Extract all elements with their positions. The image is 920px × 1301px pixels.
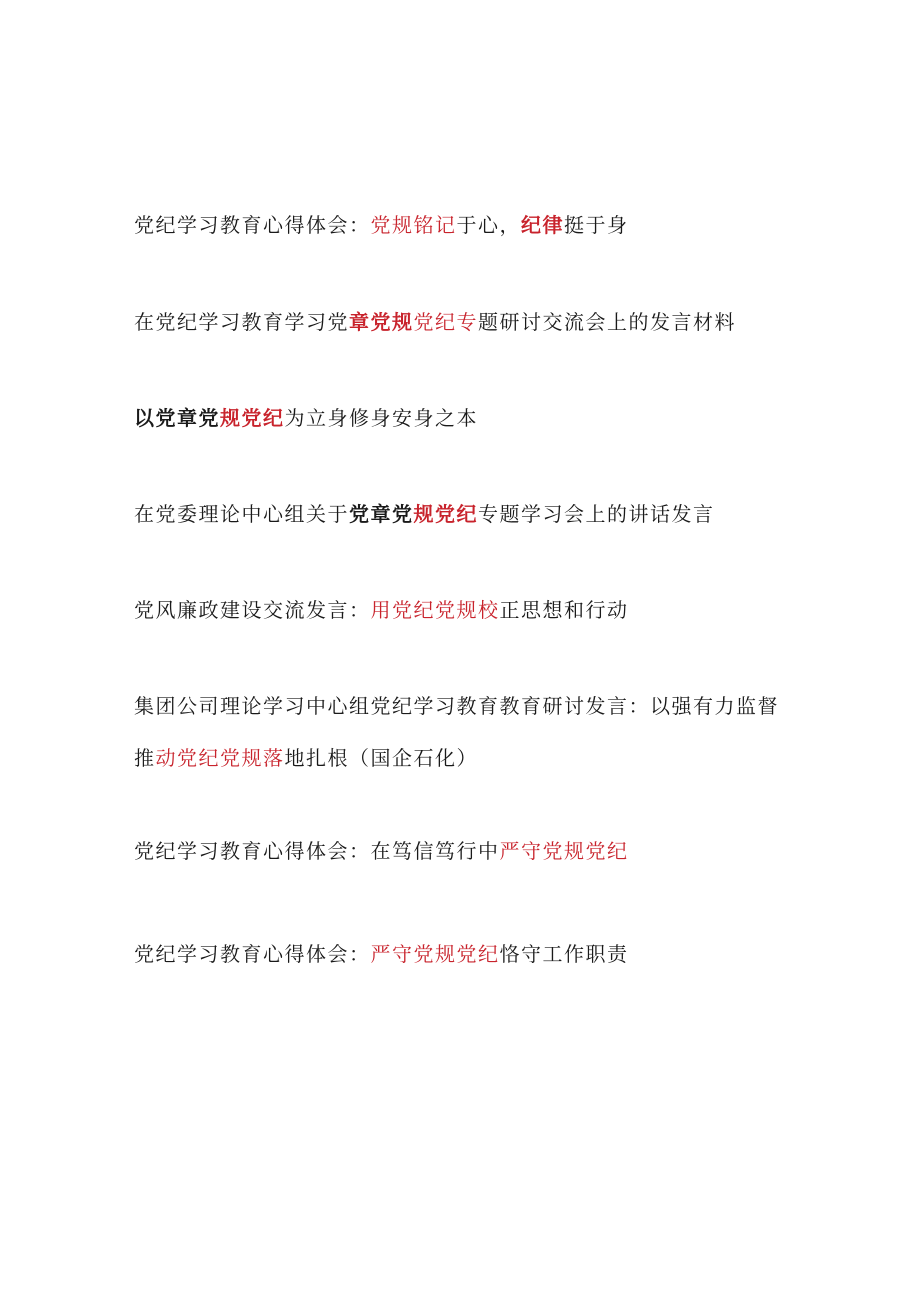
text-segment: 集团公司理论学习中心组党纪学习教育教育研讨发言：以强有力监督 xyxy=(134,694,779,718)
entry-line xyxy=(134,597,794,623)
text-segment: 党风廉政建设交流发言： xyxy=(134,598,371,622)
text-segment: 党规铭记 xyxy=(370,213,457,237)
title-entry-2 xyxy=(134,309,794,335)
text-segment: 题研讨交流会上的发言材料 xyxy=(478,310,736,334)
text-segment: 挺于身 xyxy=(564,213,629,237)
text-segment: 党章党 xyxy=(349,502,414,526)
title-entry-4 xyxy=(134,501,794,527)
entry-line xyxy=(134,693,794,719)
text-segment: 规党纪 xyxy=(413,502,478,526)
text-segment: 以党章党 xyxy=(134,406,220,430)
title-entry-1 xyxy=(134,212,794,238)
entry-line xyxy=(134,941,794,967)
text-segment: 推 xyxy=(134,746,156,770)
entry-line xyxy=(134,405,794,431)
text-segment: 严守党规党纪 xyxy=(499,839,629,863)
text-segment: 党纪学习教育心得体会： xyxy=(134,942,371,966)
entry-line xyxy=(134,501,794,527)
text-segment: 用党纪党规校 xyxy=(370,598,500,622)
text-segment: 纪律 xyxy=(521,213,564,237)
text-segment: 在党委理论中心组关于 xyxy=(134,502,349,526)
text-segment: 动党纪党规落 xyxy=(155,746,285,770)
entry-line xyxy=(134,838,794,864)
title-entry-7 xyxy=(134,838,794,864)
text-segment: 为立身修身安身之本 xyxy=(284,406,478,430)
text-segment: 地扎根（国企石化） xyxy=(284,746,478,770)
text-segment: 党纪学习教育心得体会： xyxy=(134,213,371,237)
title-entry-6 xyxy=(134,693,794,771)
text-segment: 恪守工作职责 xyxy=(499,942,629,966)
title-entry-3 xyxy=(134,405,794,431)
title-entry-5 xyxy=(134,597,794,623)
text-segment: 章党规 xyxy=(349,310,414,334)
text-segment: 在党纪学习教育学习党 xyxy=(134,310,349,334)
text-segment: 正思想和行动 xyxy=(499,598,629,622)
text-segment: 党纪专 xyxy=(413,310,478,334)
title-entry-8 xyxy=(134,941,794,967)
text-segment: 严守党规党纪 xyxy=(370,942,500,966)
entry-line xyxy=(134,212,794,238)
text-segment: 专题学习会上的讲话发言 xyxy=(478,502,715,526)
text-segment: 于心， xyxy=(456,213,521,237)
text-segment: 党纪学习教育心得体会：在笃信笃行中 xyxy=(134,839,500,863)
entry-line xyxy=(134,745,794,771)
text-segment: 规党纪 xyxy=(220,406,285,430)
entry-line xyxy=(134,309,794,335)
